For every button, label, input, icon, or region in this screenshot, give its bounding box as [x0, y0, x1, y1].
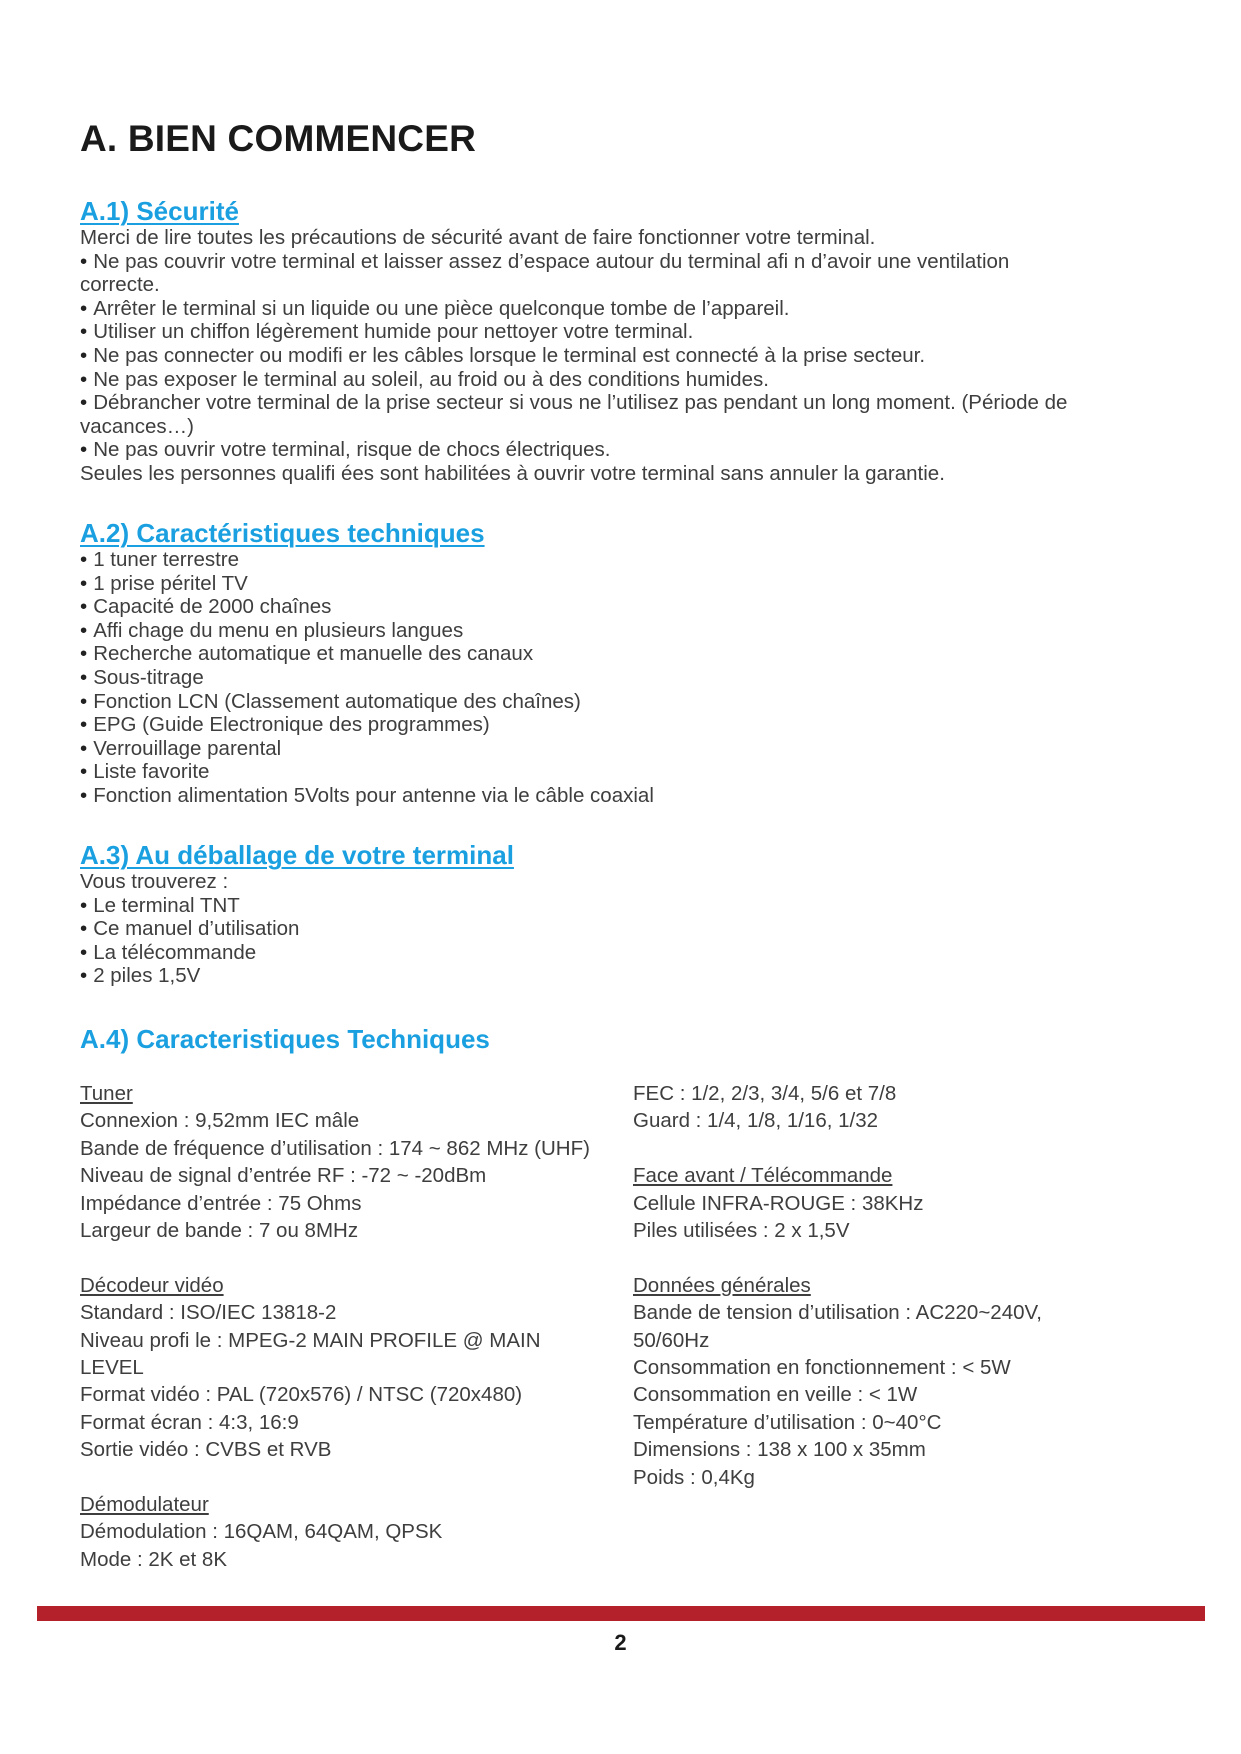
list-item: • Ce manuel d’utilisation: [80, 917, 1080, 941]
caracteristiques-body: [80, 548, 1080, 808]
section-deballage: [80, 840, 1080, 988]
section-specs: [80, 1024, 1080, 1054]
spec-line: Format écran : 4:3, 16:9: [80, 1410, 299, 1434]
list-item: • La télécommande: [80, 941, 1080, 965]
spec-line: Guard : 1/4, 1/8, 1/16, 1/32: [633, 1109, 879, 1133]
section-title-securite: A.1) Sécurité: [80, 196, 239, 226]
spec-group-title: Démodulateur: [80, 1493, 209, 1517]
footer-bar: [37, 1606, 1205, 1621]
specs-left-column: [80, 1080, 600, 1601]
spec-line: FEC : 1/2, 2/3, 3/4, 5/6 et 7/8: [633, 1082, 897, 1105]
securite-list: [80, 250, 1080, 462]
spec-line: Bande de fréquence d’utilisation : 174 ~ 862 MHz (UHF): [80, 1136, 590, 1160]
specs-right-column: [633, 1080, 1093, 1518]
section-securite: [80, 196, 1080, 486]
caracteristiques-list: [80, 548, 1080, 808]
list-item: • 2 piles 1,5V: [80, 964, 1080, 988]
spec-line: Dimensions : 138 x 100 x 35mm: [633, 1438, 926, 1462]
securite-outro: Seules les personnes qualifi ées sont habilitées à ouvrir votre terminal sans annuler la garantie.: [80, 461, 945, 485]
spec-group-title: Données générales: [633, 1273, 811, 1297]
spec-line: Poids : 0,4Kg: [633, 1465, 755, 1489]
spec-line: Démodulation : 16QAM, 64QAM, QPSK: [80, 1520, 443, 1544]
section-title-caracteristiques: A.2) Caractéristiques techniques: [80, 518, 485, 548]
list-item: • Liste favorite: [80, 760, 1080, 784]
list-item: • Recherche automatique et manuelle des canaux: [80, 642, 1080, 666]
spec-group-tuner: [80, 1080, 600, 1244]
list-item: • EPG (Guide Electronique des programmes): [80, 713, 1080, 737]
list-item: • Capacité de 2000 chaînes: [80, 595, 1080, 619]
list-item: • Fonction alimentation 5Volts pour antenne via le câble coaxial: [80, 784, 1080, 808]
section-title-specs: A.4) Caracteristiques Techniques: [80, 1024, 490, 1054]
spec-group-title: Décodeur vidéo: [80, 1273, 224, 1297]
spec-line: Largeur de bande : 7 ou 8MHz: [80, 1219, 359, 1243]
list-item: • Ne pas connecter ou modifi er les câbles lorsque le terminal est connecté à la prise secteur.: [80, 344, 1080, 368]
spec-group-donnees: [633, 1272, 1093, 1491]
spec-group-demodulateur: [80, 1491, 600, 1573]
list-item: • Ne pas ouvrir votre terminal, risque de chocs électriques.: [80, 438, 1080, 462]
spec-line: Consommation en fonctionnement : < 5W: [633, 1356, 1011, 1380]
spec-line: Impédance d’entrée : 75 Ohms: [80, 1191, 362, 1215]
spec-group-decodeur: [80, 1272, 600, 1464]
spec-line: Piles utilisées : 2 x 1,5V: [633, 1219, 850, 1243]
list-item: • Arrêter le terminal si un liquide ou une pièce quelconque tombe de l’appareil.: [80, 297, 1080, 321]
spec-group-face-avant: [633, 1162, 1093, 1244]
deballage-body: [80, 870, 1080, 988]
list-item: • Verrouillage parental: [80, 737, 1080, 761]
spec-line: Format vidéo : PAL (720x576) / NTSC (720x480): [80, 1383, 523, 1407]
list-item: • Ne pas exposer le terminal au soleil, au froid ou à des conditions humides.: [80, 368, 1080, 392]
spec-line: Niveau profi le : MPEG-2 MAIN PROFILE @ MAIN LEVEL: [80, 1328, 541, 1380]
deballage-list: [80, 894, 1080, 988]
spec-group-title: Tuner: [80, 1082, 133, 1105]
list-item: • 1 prise péritel TV: [80, 572, 1080, 596]
list-item: • Utiliser un chiffon légèrement humide pour nettoyer votre terminal.: [80, 320, 1080, 344]
page-title: A. BIEN COMMENCER: [80, 118, 477, 159]
spec-group-fec-guard: [633, 1080, 1093, 1135]
list-item: • Débrancher votre terminal de la prise secteur si vous ne l’utilisez pas pendant un long moment. (Période de vacances…): [80, 391, 1080, 438]
list-item: • 1 tuner terrestre: [80, 548, 1080, 572]
deballage-intro: Vous trouverez :: [80, 870, 229, 893]
spec-line: Cellule INFRA-ROUGE : 38KHz: [633, 1191, 924, 1215]
list-item: • Le terminal TNT: [80, 894, 1080, 918]
spec-line: Bande de tension d’utilisation : AC220~240V, 50/60Hz: [633, 1301, 1042, 1352]
section-title-deballage: A.3) Au déballage de votre terminal: [80, 840, 514, 870]
spec-line: Standard : ISO/IEC 13818-2: [80, 1301, 337, 1325]
spec-line: Connexion : 9,52mm IEC mâle: [80, 1109, 360, 1133]
spec-group-title: Face avant / Télécommande: [633, 1164, 893, 1188]
spec-line: Mode : 2K et 8K: [80, 1547, 228, 1571]
spec-line: Sortie vidéo : CVBS et RVB: [80, 1438, 332, 1462]
securite-body: [80, 226, 1080, 486]
spec-line: Température d’utilisation : 0~40°C: [633, 1410, 942, 1434]
spec-line: Niveau de signal d’entrée RF : -72 ~ -20dBm: [80, 1164, 487, 1188]
list-item: • Ne pas couvrir votre terminal et laisser assez d’espace autour du terminal afi n d’avoir une ventilation correcte.: [80, 250, 1080, 297]
securite-intro: Merci de lire toutes les précautions de sécurité avant de faire fonctionner votre terminal.: [80, 226, 876, 249]
list-item: • Affi chage du menu en plusieurs langues: [80, 619, 1080, 643]
list-item: • Fonction LCN (Classement automatique des chaînes): [80, 690, 1080, 714]
page-number: 2: [614, 1630, 627, 1655]
spec-line: Consommation en veille : < 1W: [633, 1383, 918, 1407]
list-item: • Sous-titrage: [80, 666, 1080, 690]
section-caracteristiques: [80, 518, 1080, 808]
